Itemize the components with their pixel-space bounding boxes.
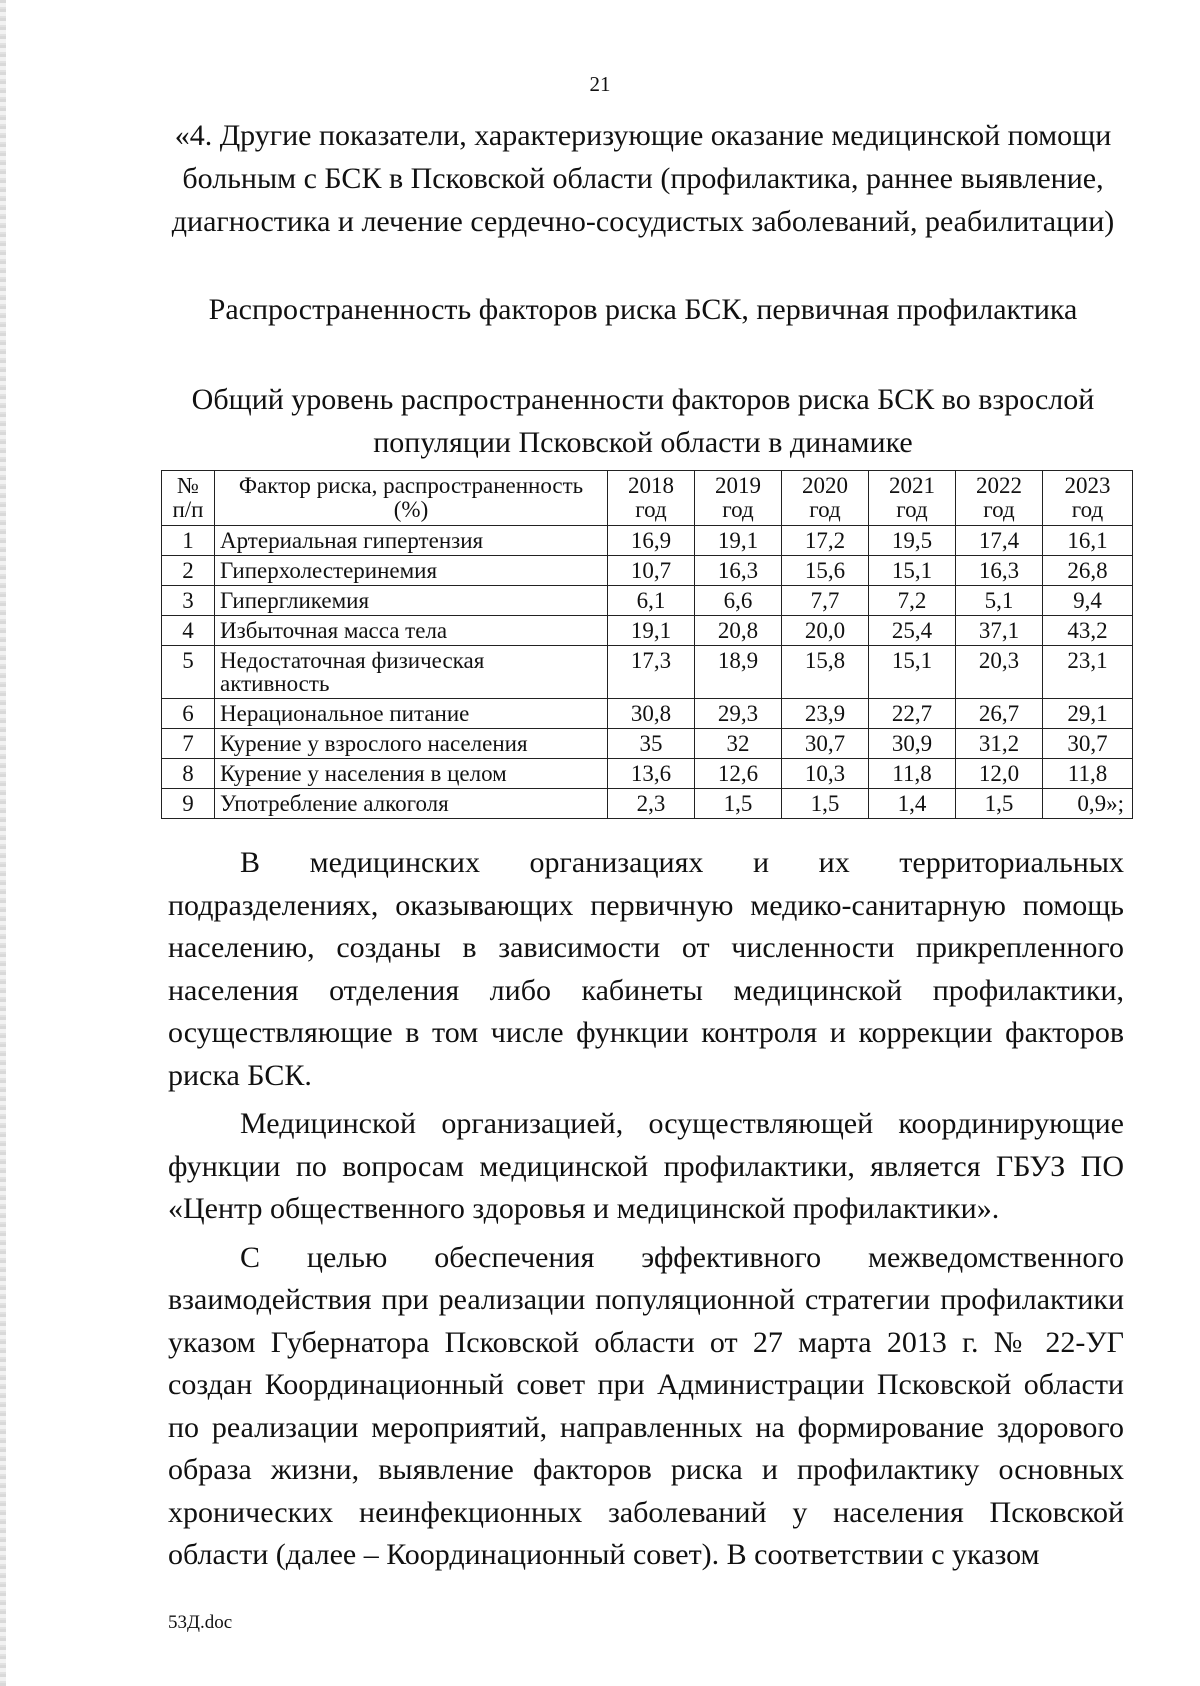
row-value: 23,9 (782, 699, 869, 729)
row-value: 16,3 (695, 556, 782, 586)
row-value: 1,5 (782, 789, 869, 819)
row-num: 8 (162, 759, 215, 789)
row-num: 3 (162, 586, 215, 616)
table-caption: Общий уровень распространенности факторов риска БСК во взрослой популяции Псковской области в динамике (191, 383, 1095, 459)
row-value: 19,1 (695, 526, 782, 556)
row-value: 11,8 (1043, 759, 1133, 789)
row-value: 22,7 (869, 699, 956, 729)
table-row (162, 646, 1133, 699)
row-value: 16,3 (956, 556, 1043, 586)
row-value: 1,4 (869, 789, 956, 819)
row-value: 9,4 (1043, 586, 1133, 616)
row-value: 30,8 (608, 699, 695, 729)
row-value: 20,8 (695, 616, 782, 646)
row-value: 16,1 (1043, 526, 1133, 556)
row-num: 5 (162, 646, 215, 699)
row-value: 1,5 (956, 789, 1043, 819)
row-num: 7 (162, 729, 215, 759)
header-year: 2021 год (869, 471, 956, 526)
risk-factors-table (161, 470, 1133, 819)
row-factor: Недостаточная физическая активность (215, 646, 608, 699)
row-value: 6,6 (695, 586, 782, 616)
row-value: 31,2 (956, 729, 1043, 759)
row-num: 4 (162, 616, 215, 646)
table-row (162, 759, 1133, 789)
row-value: 7,2 (869, 586, 956, 616)
row-factor: Курение у населения в целом (215, 759, 608, 789)
row-value: 2,3 (608, 789, 695, 819)
row-value: 30,7 (782, 729, 869, 759)
paragraph: В медицинских организациях и их территориальных подразделениях, оказывающих первичную медико-санитарную помощь населению, созданы в зависимости от численности прикрепленного населения отделения либо кабинеты медицинской профилактики, осуществляющие в том числе функции контроля и коррекции факторов риска БСК. (168, 846, 1124, 1092)
header-factor: Фактор риска, распространенность (%) (215, 471, 608, 526)
header-year: 2020 год (782, 471, 869, 526)
header-year: 2022 год (956, 471, 1043, 526)
row-value: 12,6 (695, 759, 782, 789)
row-value: 15,6 (782, 556, 869, 586)
row-value: 7,7 (782, 586, 869, 616)
table-row (162, 586, 1133, 616)
row-num: 1 (162, 526, 215, 556)
row-value: 43,2 (1043, 616, 1133, 646)
row-value: 16,9 (608, 526, 695, 556)
row-value: 15,1 (869, 646, 956, 699)
paragraph: Медицинской организацией, осуществляющей координирующие функции по вопросам медицинской профилактики, является ГБУЗ ПО «Центр общественного здоровья и медицинской профилактики». (168, 1107, 1124, 1225)
row-value: 6,1 (608, 586, 695, 616)
row-value: 30,7 (1043, 729, 1133, 759)
page-number: 21 (589, 72, 611, 96)
row-value: 26,7 (956, 699, 1043, 729)
row-value: 29,3 (695, 699, 782, 729)
table-row (162, 616, 1133, 646)
row-value: 1,5 (695, 789, 782, 819)
row-value: 32 (695, 729, 782, 759)
table-row (162, 699, 1133, 729)
row-value: 19,5 (869, 526, 956, 556)
row-value: 17,4 (956, 526, 1043, 556)
row-value: 17,3 (608, 646, 695, 699)
subsection-heading: Распространенность факторов риска БСК, первичная профилактика (208, 293, 1078, 326)
row-num: 2 (162, 556, 215, 586)
header-year: 2018 год (608, 471, 695, 526)
row-value: 10,3 (782, 759, 869, 789)
row-value: 10,7 (608, 556, 695, 586)
row-factor: Избыточная масса тела (215, 616, 608, 646)
row-value: 26,8 (1043, 556, 1133, 586)
row-value: 17,2 (782, 526, 869, 556)
header-year: 2019 год (695, 471, 782, 526)
table-row (162, 789, 1133, 819)
paragraph: С целью обеспечения эффективного межведомственного взаимодействия при реализации популяционной стратегии профилактики указом Губернатора Псковской области от 27 марта 2013 г. № 22-УГ создан Координационный совет при Администрации Псковской области по реализации мероприятий, направленных на формирование здорового образа жизни, выявление факторов риска и профилактику основных хронических неинфекционных заболеваний у населения Псковской области (далее – Координационный совет). В соответствии с указом (168, 1240, 1124, 1571)
row-value: 19,1 (608, 616, 695, 646)
row-value: 35 (608, 729, 695, 759)
row-value: 29,1 (1043, 699, 1133, 729)
table-header-row (162, 471, 1133, 526)
table-row (162, 729, 1133, 759)
section-heading: «4. Другие показатели, характеризующие оказание медицинской помощи больным с БСК в Псковской области (профилактика, раннее выявление, диагностика и лечение сердечно-сосудистых заболеваний, реабилитации) (171, 119, 1115, 238)
row-factor: Употребление алкоголя (215, 789, 608, 819)
row-factor: Гипергликемия (215, 586, 608, 616)
header-num: № п/п (162, 471, 215, 526)
scan-edge (0, 0, 6, 1686)
row-factor: Нерациональное питание (215, 699, 608, 729)
row-value: 15,8 (782, 646, 869, 699)
row-factor: Гиперхолестеринемия (215, 556, 608, 586)
row-value: 37,1 (956, 616, 1043, 646)
row-value: 23,1 (1043, 646, 1133, 699)
body-text (168, 842, 1124, 1577)
footer-filename: 53Д.doc (168, 1612, 233, 1633)
row-value: 13,6 (608, 759, 695, 789)
row-value: 20,3 (956, 646, 1043, 699)
row-value: 11,8 (869, 759, 956, 789)
header-year: 2023 год (1043, 471, 1133, 526)
row-num: 9 (162, 789, 215, 819)
row-value: 20,0 (782, 616, 869, 646)
row-num: 6 (162, 699, 215, 729)
table-row (162, 526, 1133, 556)
row-value: 18,9 (695, 646, 782, 699)
row-factor: Курение у взрослого населения (215, 729, 608, 759)
row-value: 0,9»; (1043, 789, 1133, 819)
row-value: 25,4 (869, 616, 956, 646)
table-row (162, 556, 1133, 586)
row-value: 12,0 (956, 759, 1043, 789)
row-value: 15,1 (869, 556, 956, 586)
row-value: 30,9 (869, 729, 956, 759)
row-value: 5,1 (956, 586, 1043, 616)
row-factor: Артериальная гипертензия (215, 526, 608, 556)
